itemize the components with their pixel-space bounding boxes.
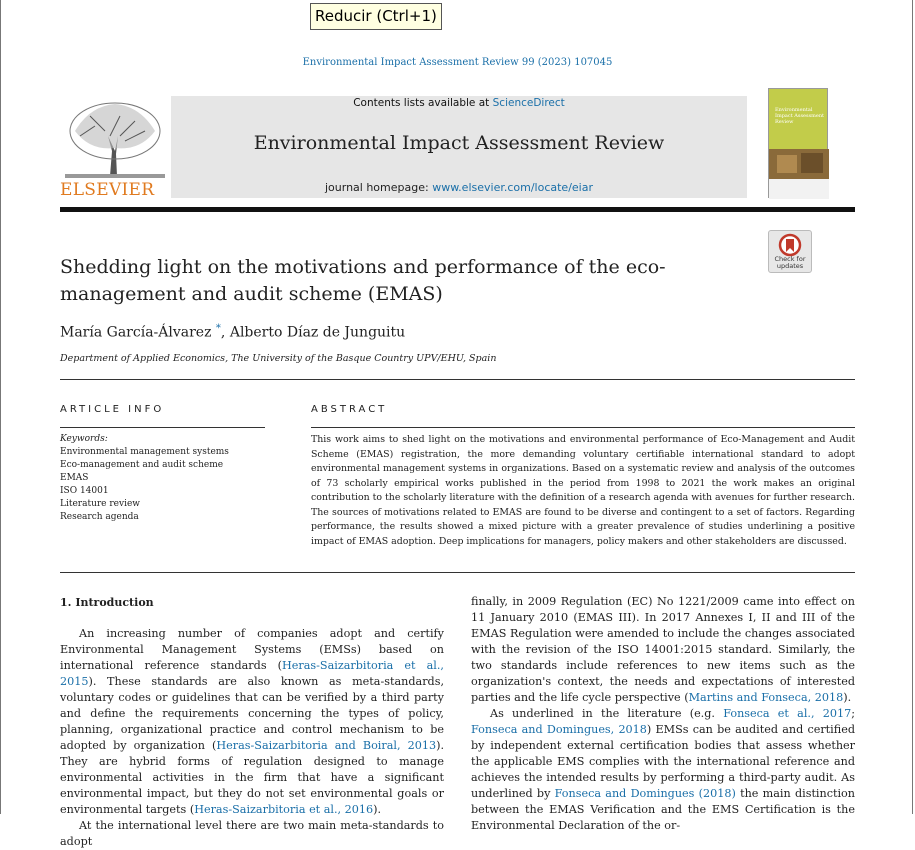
window-right-border: [912, 0, 913, 814]
crossmark-icon: [769, 233, 811, 257]
window-left-border: [0, 0, 1, 814]
cover-artwork: [769, 89, 829, 199]
elsevier-wordmark: ELSEVIER: [60, 180, 155, 200]
article-title: Shedding light on the motivations and performance of the eco-management and audit scheme (EMAS): [60, 256, 666, 305]
body-paragraph: [60, 818, 444, 850]
body-column-right: [471, 594, 855, 834]
reference-link[interactable]: Fonseca and Domingues, 2018: [471, 723, 647, 736]
abstract-heading: ABSTRACT: [311, 404, 388, 415]
check-for-updates-button[interactable]: [768, 230, 812, 273]
keyword: Research agenda: [60, 512, 139, 522]
abstract-text: This work aims to shed light on the motivations and environmental performance of Eco-Management and Audit Scheme (EMAS) registration, the more demanding voluntary certifiable international standard to adopt environmental management systems in organizations. Based on a systematic review and analysis of the outcomes of 73 scholarly empirical works published in the period from 1998 to 2021 the work makes an original contribution to the scholarly literature with the definition of a research agenda with avenues for further research. The sources of motivations related to EMAS are found to be diverse and contingent to a set of factors. Regarding performance, the results showed a mixed picture with a greater prevalence of studies underlining a positive impact of EMAS adoption. Deep implications for managers, policy makers and other stakeholders are discussed.: [311, 434, 855, 547]
body-column-left: [60, 626, 444, 850]
body-text: ;: [851, 707, 855, 720]
body-paragraph: [471, 706, 855, 834]
tooltip: Reducir (Ctrl+1): [310, 3, 442, 30]
body-text: ). These standards are also known as meta-standards, voluntary codes or guidelines that can be verified by a third party and define the requirements concerning the types of policy, planning, organizational practice and control mechanism to be adopted by organization (: [60, 675, 444, 752]
article-info-heading: ARTICLE INFO: [60, 404, 165, 415]
journal-homepage-link[interactable]: www.elsevier.com/locate/eiar: [432, 181, 593, 194]
author-name[interactable]: Alberto Díaz de Junguitu: [229, 324, 406, 341]
reference-link[interactable]: Fonseca and Domingues (2018): [554, 787, 736, 800]
keyword: EMAS: [60, 473, 89, 483]
header-rule: [60, 207, 855, 212]
reference-link[interactable]: Heras-Saizarbitoria and Boiral, 2013: [216, 739, 437, 752]
section-heading-introduction: 1. Introduction: [60, 596, 154, 609]
journal-title: Environmental Impact Assessment Review: [253, 132, 665, 154]
abstract-rule: [311, 427, 855, 428]
journal-cover-image: [768, 88, 828, 198]
body-text: At the international level there are two main meta-standards to adopt: [60, 819, 444, 848]
body-text: An increasing number of companies adopt and certify Environmental Management Systems (EMSs) based on international reference standards (: [60, 627, 444, 672]
abstract-bottom-rule: [60, 572, 855, 573]
section-divider: [60, 379, 855, 380]
body-paragraph: [471, 594, 855, 706]
body-text: finally, in 2009 Regulation (EC) No 1221/2009 came into effect on 11 January 2010 (EMAS III). In 2017 Annexes I, II and III of the EMAS Regulation were amended to include the changes associated with the revision of the ISO 14001:2015 standard. Similarly, the two standards include references to new items such as the organization's context, the needs and expectations of interested parties and the life cycle perspective (: [471, 595, 855, 704]
keyword: Eco-management and audit scheme: [60, 460, 224, 470]
journal-banner: [171, 96, 747, 198]
body-text: As underlined in the literature (e.g.: [490, 707, 724, 720]
body-text: ).: [843, 691, 852, 704]
body-text: ).: [373, 803, 382, 816]
keywords-block: [60, 433, 229, 524]
check-for-updates-label: Check for updates: [774, 255, 806, 270]
journal-cover-title: Environmental Impact Assessment Review: [775, 107, 825, 125]
reference-link[interactable]: Martins and Fonseca, 2018: [688, 691, 844, 704]
affiliation: Department of Applied Economics, The University of the Basque Country UPV/EHU, Spain: [60, 353, 497, 364]
reference-link[interactable]: Heras-Saizarbitoria et al., 2015: [60, 659, 444, 688]
keyword: Literature review: [60, 499, 140, 509]
author-name[interactable]: María García-Álvarez: [60, 324, 212, 341]
journal-homepage-line: journal homepage: www.elsevier.com/locate/eiar: [324, 181, 593, 194]
body-paragraph: [60, 626, 444, 818]
sciencedirect-link[interactable]: ScienceDirect: [492, 97, 565, 109]
body-text: ) EMSs can be audited and certified by independent external certification bodies that assess whether the applicable EMS complies with the international reference and achieves the intended results by performing a third-party audit. As underlined by: [471, 723, 855, 800]
body-text: the main distinction between the EMAS Verification and the EMS Certification is the Environmental Declaration of the or-: [471, 787, 855, 832]
keywords-label: Keywords:: [60, 434, 108, 444]
contents-line: Contents lists available at ScienceDirect: [353, 97, 565, 109]
keyword: Environmental management systems: [60, 447, 229, 457]
author-list: María García-Álvarez *, Alberto Díaz de Junguitu: [60, 323, 406, 341]
reference-link[interactable]: Heras-Saizarbitoria et al., 2016: [194, 803, 374, 816]
journal-citation[interactable]: Environmental Impact Assessment Review 99 (2023) 107045: [302, 57, 613, 68]
article-info-rule: [60, 427, 265, 428]
body-text: ). They are hybrid forms of regulation designed to manage environmental activities in the firm that have a significant environmental impact, but they do not set environmental goals or environmental targets (: [60, 739, 444, 816]
keyword: ISO 14001: [60, 486, 109, 496]
corresponding-author-mark[interactable]: *: [215, 323, 221, 334]
reference-link[interactable]: Fonseca et al., 2017: [723, 707, 852, 720]
